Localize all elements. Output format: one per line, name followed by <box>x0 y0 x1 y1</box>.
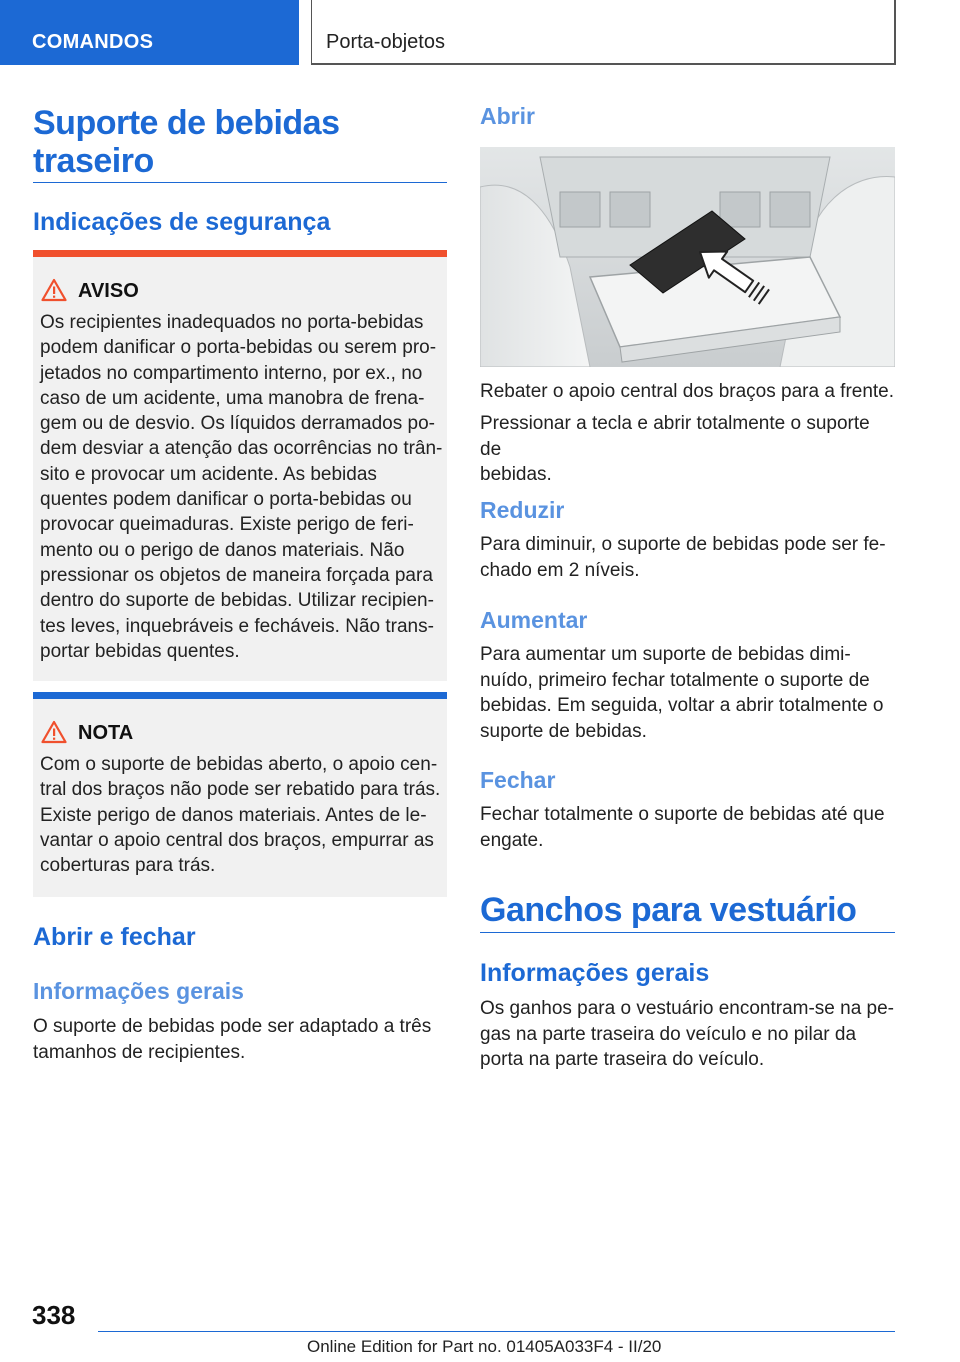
text-line: O suporte de bebidas pode ser adaptado a três <box>33 1016 432 1037</box>
caution-triangle-icon <box>41 720 67 744</box>
open-heading: Abrir <box>480 103 535 129</box>
note-line: tral dos braços não pode ser rebatido para trás. <box>40 779 441 801</box>
note-line: Com o suporte de bebidas aberto, o apoio cen- <box>40 754 438 775</box>
warning-line: dentro do suporte de bebidas. Utilizar recipien- <box>40 590 434 612</box>
warning-line: portar bebidas quentes. <box>40 640 240 662</box>
open-step-2 <box>480 411 895 488</box>
warning-line: tes leves, inquebráveis e fecháveis. Não trans- <box>40 615 434 637</box>
note-line: vantar o apoio central dos braços, empurrar as <box>40 829 434 851</box>
safety-heading: Indicações de segurança <box>33 208 331 236</box>
text-line: Pressionar a tecla e abrir totalmente o suporte de <box>480 413 870 460</box>
note-text <box>40 752 444 878</box>
hooks-divider <box>480 932 895 933</box>
warning-line: gem ou de desvio. Os líquidos derramados po- <box>40 413 435 435</box>
page-number: 338 <box>32 1300 76 1330</box>
text-line: nuído, primeiro fechar totalmente o suporte de <box>480 669 870 691</box>
note-bar <box>33 692 447 699</box>
section-label: COMANDOS <box>32 31 154 53</box>
close-heading: Fechar <box>480 767 556 793</box>
hooks-text <box>480 996 895 1073</box>
warning-triangle-icon <box>41 278 67 302</box>
page-title-line-1: Suporte de bebidas <box>33 104 340 142</box>
text-line: bebidas. <box>480 464 552 485</box>
hooks-general-heading: Informações gerais <box>480 959 710 987</box>
warning-label: AVISO <box>78 280 139 302</box>
text-line: tamanhos de recipientes. <box>33 1041 246 1063</box>
topic-header <box>311 0 896 65</box>
page-title-line-2: traseiro <box>33 142 154 180</box>
general-info-heading: Informações gerais <box>33 978 244 1004</box>
text-line: Para diminuir, o suporte de bebidas pode ser fe- <box>480 534 886 555</box>
warning-line: caso de um acidente, uma manobra de frena- <box>40 387 425 409</box>
footer-divider <box>98 1331 895 1332</box>
text-line: Para aumentar um suporte de bebidas dimi- <box>480 644 851 665</box>
page-title <box>33 104 340 180</box>
text-line: Os ganhos para o vestuário encontram-se na pe- <box>480 998 895 1019</box>
open-step-1: Rebater o apoio central dos braços para a frente. <box>480 381 895 402</box>
text-line: bebidas. Em seguida, voltar a abrir totalmente o <box>480 695 884 716</box>
reduce-text <box>480 532 895 583</box>
rear-armrest-cupholder-illustration <box>480 147 895 367</box>
note-line: Existe perigo de danos materiais. Antes de le- <box>40 804 427 826</box>
section-tab <box>0 0 299 65</box>
text-line: gas na parte traseira do veículo e no pilar da <box>480 1023 857 1045</box>
reduce-heading: Reduzir <box>480 497 565 523</box>
note-line: coberturas para trás. <box>40 855 216 877</box>
note-box <box>33 692 447 897</box>
warning-line: pressionar os objetos de maneira forçada para <box>40 564 433 586</box>
hooks-title: Ganchos para vestuário <box>480 891 857 929</box>
text-line: chado em 2 níveis. <box>480 559 640 581</box>
text-line: Fechar totalmente o suporte de bebidas até que <box>480 804 885 825</box>
general-info-text <box>33 1014 447 1065</box>
increase-heading: Aumentar <box>480 607 588 633</box>
warning-line: jetados no compartimento interno, por ex., no <box>40 362 423 384</box>
open-close-heading: Abrir e fechar <box>33 923 196 951</box>
warning-bar <box>33 250 447 257</box>
warning-line: dem desviar a atenção das ocorrências no trân- <box>40 438 443 460</box>
warning-line: podem danificar o porta-bebidas ou serem pro- <box>40 337 437 359</box>
warning-text <box>40 310 444 664</box>
title-divider <box>33 182 447 183</box>
warning-line: Os recipientes inadequados no porta-bebidas <box>40 312 424 333</box>
edition-footer: Online Edition for Part no. 01405A033F4 - II/20 <box>307 1337 662 1356</box>
note-label: NOTA <box>78 722 134 744</box>
text-line: porta na parte traseira do veículo. <box>480 1049 765 1070</box>
text-line: engate. <box>480 829 544 851</box>
close-text <box>480 802 895 853</box>
warning-line: sito e provocar um acidente. As bebidas <box>40 463 377 485</box>
topic-label: Porta-objetos <box>326 31 445 53</box>
increase-text <box>480 642 895 744</box>
warning-line: provocar queimaduras. Existe perigo de feri- <box>40 514 414 536</box>
text-line: suporte de bebidas. <box>480 720 647 742</box>
warning-box <box>33 250 447 681</box>
warning-line: mento ou o perigo de danos materiais. Não <box>40 539 405 561</box>
warning-line: quentes podem danificar o porta-bebidas ou <box>40 489 412 511</box>
